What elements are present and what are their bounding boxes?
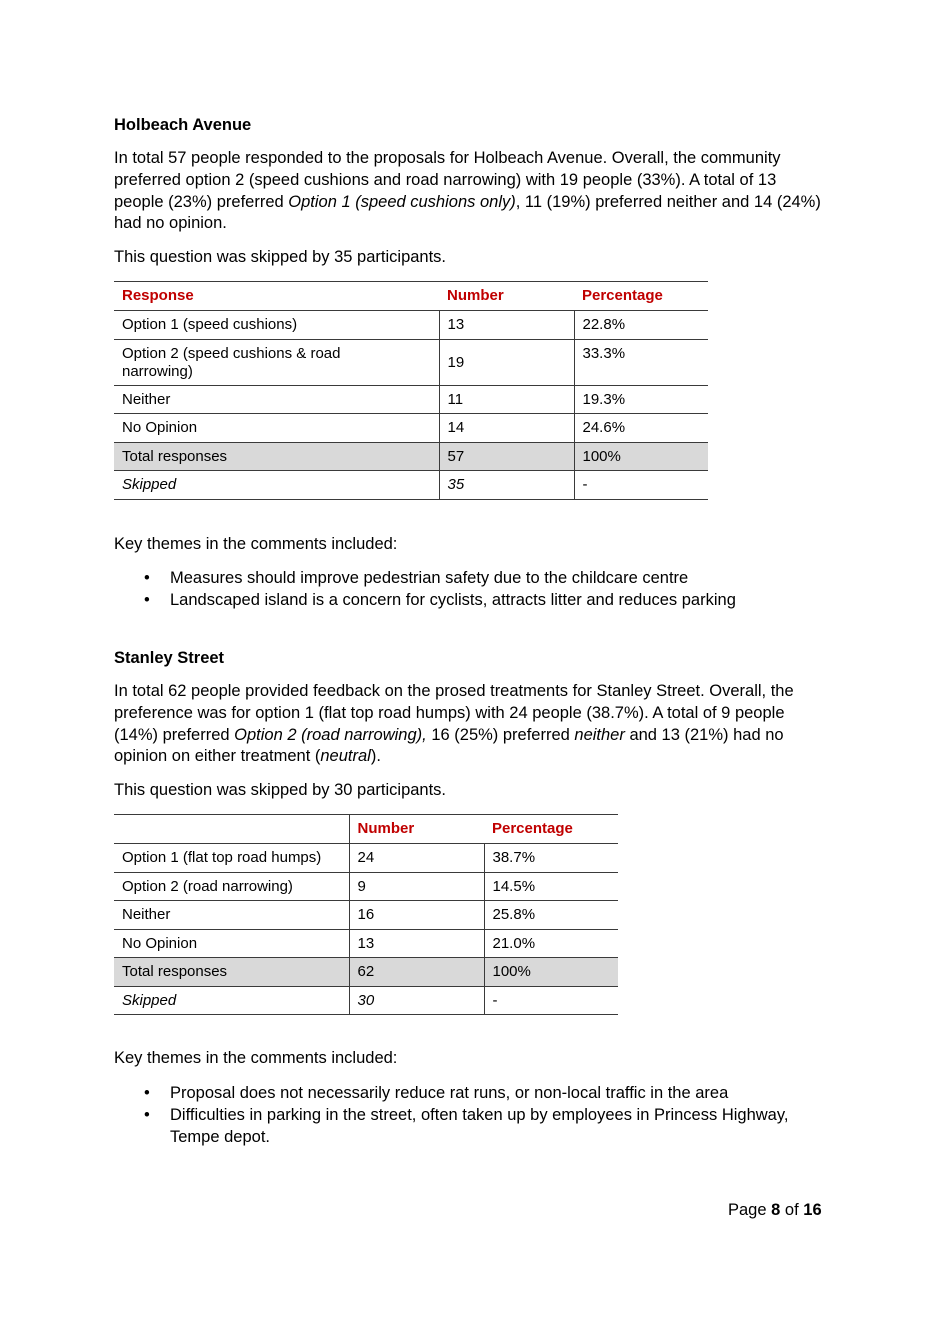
bullet-icon: • — [144, 1084, 150, 1102]
table-cell: Option 1 (flat top road humps) — [114, 844, 349, 873]
table-cell: No Opinion — [114, 930, 349, 958]
table-cell: - — [574, 471, 708, 500]
table-cell: 62 — [349, 958, 484, 987]
table-row — [114, 844, 618, 873]
table-cell: 19.3% — [574, 386, 708, 414]
stanley-summary-e: and 13 (21%) had no opinion on either treatment ( — [114, 725, 784, 766]
table-row-skipped — [114, 471, 708, 500]
table-cell: 21.0% — [484, 930, 618, 958]
table-cell: 11 — [439, 386, 574, 414]
holbeach-results-table — [114, 281, 708, 500]
table-header-row — [114, 815, 618, 844]
page-total: 16 — [803, 1201, 822, 1219]
bullet-icon: • — [144, 590, 150, 609]
holbeach-themes-list — [114, 568, 830, 612]
table-cell: 30 — [349, 987, 484, 1015]
table-row — [114, 414, 708, 443]
table-cell: 25.8% — [484, 901, 618, 930]
table-cell: Skipped — [114, 987, 349, 1015]
holbeach-skipped-text: This question was skipped by 35 participants. — [114, 248, 447, 266]
table-cell: 14 — [439, 414, 574, 443]
table-header-cell: Response — [114, 282, 439, 311]
table-header-cell — [114, 815, 349, 844]
table-cell: 14.5% — [484, 873, 618, 901]
table-header-row — [114, 282, 708, 311]
list-item-text: Measures should improve pedestrian safety due to the childcare centre — [170, 569, 689, 587]
table-cell: No Opinion — [114, 414, 439, 443]
table-row — [114, 386, 708, 414]
holbeach-summary-option1: Option 1 (speed cushions only) — [288, 192, 516, 211]
table-row — [114, 873, 618, 901]
section-heading-stanley: Stanley Street — [114, 649, 225, 667]
list-item-text: Difficulties in parking in the street, often taken up by employees in Princess Highway, Tempe depot. — [170, 1105, 789, 1146]
table-cell: Total responses — [114, 443, 439, 471]
table-cell: Option 2 (road narrowing) — [114, 873, 349, 901]
table-cell: 33.3% — [574, 340, 708, 386]
table-cell: 22.8% — [574, 311, 708, 340]
table-row — [114, 930, 618, 958]
stanley-summary-option2: Option 2 (road narrowing), — [234, 725, 427, 744]
stanley-summary-neither: neither — [574, 725, 625, 744]
table-cell: - — [484, 987, 618, 1015]
stanley-themes-intro: Key themes in the comments included: — [114, 1049, 398, 1067]
stanley-summary-neutral: neutral — [320, 747, 371, 766]
table-header-cell: Percentage — [574, 282, 708, 311]
stanley-summary-c: 16 (25%) preferred — [426, 725, 575, 744]
table-cell: 100% — [484, 958, 618, 987]
table-cell: 57 — [439, 443, 574, 471]
holbeach-summary-a: In total 57 people responded to the proposals for Holbeach Avenue. Overall, the community preferred option 2 (speed cushions and road narrowing) with 19 people (33%). A total of 13 people (23%) preferred — [114, 149, 781, 211]
table-row-total — [114, 958, 618, 987]
table-row — [114, 311, 708, 340]
table-cell: 38.7% — [484, 844, 618, 873]
table-cell: 19 — [439, 340, 574, 386]
section-heading-holbeach: Holbeach Avenue — [114, 116, 252, 134]
table-cell: 24 — [349, 844, 484, 873]
table-cell: 9 — [349, 873, 484, 901]
table-header-cell: Percentage — [484, 815, 618, 844]
bullet-icon: • — [144, 569, 150, 587]
table-cell: Neither — [114, 901, 349, 930]
stanley-skipped-text: This question was skipped by 30 participants. — [114, 781, 447, 799]
table-cell: 35 — [439, 471, 574, 500]
table-row — [114, 340, 708, 386]
holbeach-summary-c: , 11 (19%) preferred neither and 14 (24%) had no opinion. — [114, 192, 821, 233]
table-cell: Skipped — [114, 471, 439, 500]
bullet-icon: • — [144, 1105, 150, 1124]
list-item-text: Landscaped island is a concern for cyclists, attracts litter and reduces parking — [170, 590, 736, 609]
table-row-skipped — [114, 987, 618, 1015]
table-cell: 100% — [574, 443, 708, 471]
table-row-total — [114, 443, 708, 471]
list-item — [114, 1083, 830, 1105]
list-item-text: Proposal does not necessarily reduce rat runs, or non-local traffic in the area — [170, 1084, 729, 1102]
holbeach-summary-paragraph — [114, 148, 826, 235]
table-cell: Neither — [114, 386, 439, 414]
page-word: Page — [728, 1201, 767, 1219]
of-word: of — [784, 1201, 799, 1219]
table-cell: Total responses — [114, 958, 349, 987]
table-cell: 24.6% — [574, 414, 708, 443]
stanley-results-table — [114, 814, 618, 1015]
table-cell: 13 — [439, 311, 574, 340]
table-cell: Option 2 (speed cushions & road narrowing) — [114, 340, 439, 386]
table-cell: 16 — [349, 901, 484, 930]
table-header-cell: Number — [439, 282, 574, 311]
stanley-summary-g: ). — [370, 747, 381, 766]
stanley-themes-list — [114, 1083, 830, 1148]
page-number: 8 — [771, 1201, 781, 1219]
table-cell: 13 — [349, 930, 484, 958]
table-cell: Option 1 (speed cushions) — [114, 311, 439, 340]
page-number-footer — [728, 1200, 822, 1220]
holbeach-themes-intro: Key themes in the comments included: — [114, 535, 398, 553]
list-item — [114, 1105, 830, 1149]
list-item — [114, 590, 830, 612]
stanley-summary-a: In total 62 people provided feedback on the prosed treatments for Stanley Street. Overall, the preference was for option 1 (flat top road humps) with 24 people (38.7%). A total of 9 people (14%) preferred — [114, 682, 794, 744]
table-row — [114, 901, 618, 930]
stanley-summary-paragraph — [114, 681, 826, 768]
table-header-cell: Number — [349, 815, 484, 844]
list-item — [114, 568, 830, 590]
